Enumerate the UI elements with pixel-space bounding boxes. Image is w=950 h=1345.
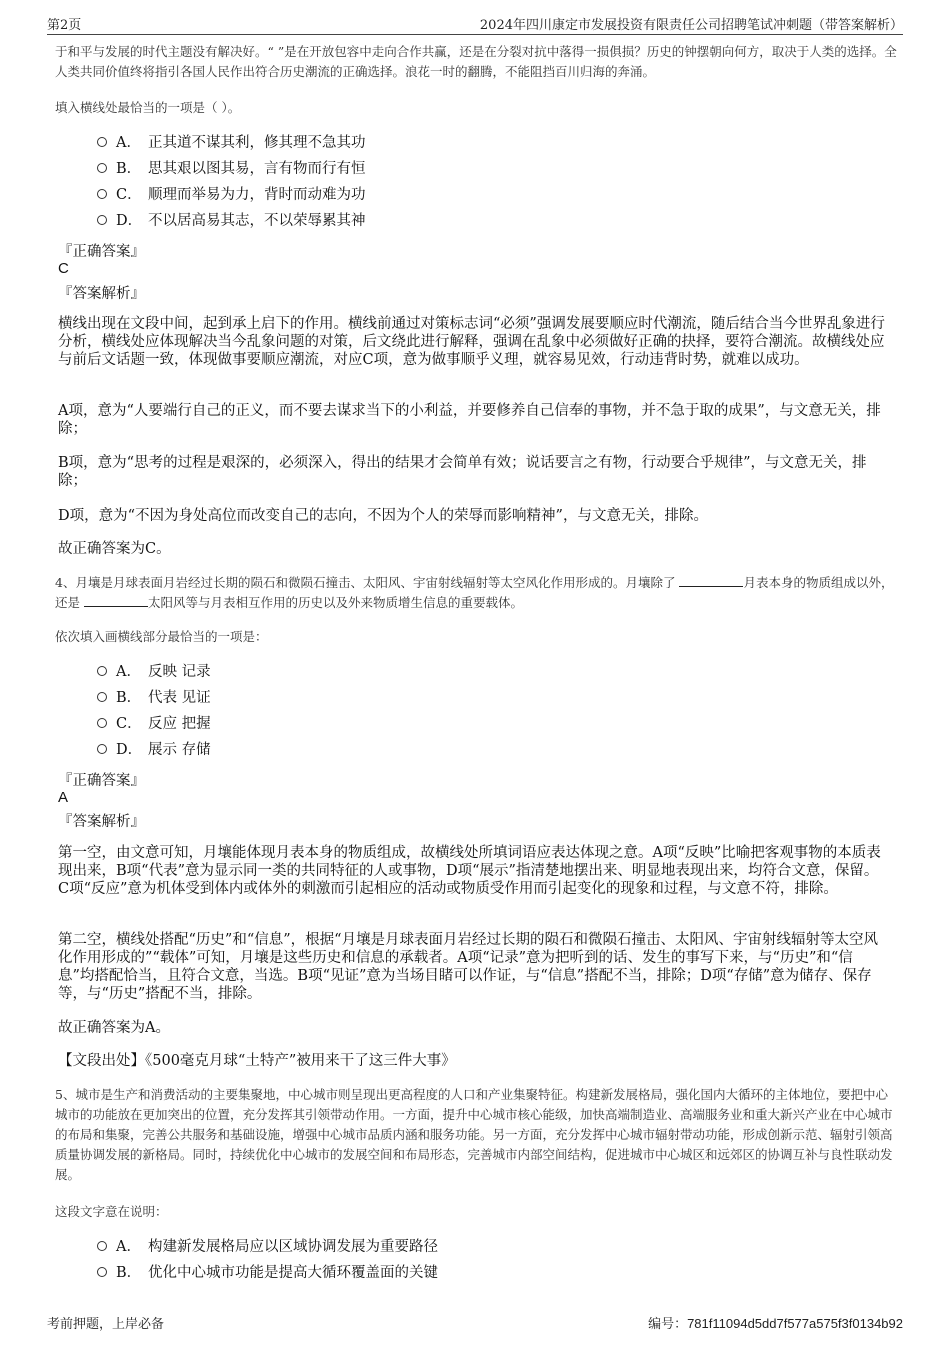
radio-icon[interactable] xyxy=(97,1267,107,1277)
page-number: 第2页 xyxy=(47,18,82,33)
q3-prompt: 填入横线处最恰当的一项是（ ）。 xyxy=(55,100,241,115)
q3-analysis-para-1: 横线出现在文段中间，起到承上启下的作用。横线前通过对策标志词“必须”强调发展要顺应时代潮流，随后结合当今世界乱象进行分析，横线处应体现解决当今乱象问题的对策，后文绕此进行解释，强调在乱象中必须做好正确的抉择，要符合潮流。故横线处应与前后文话题一致，体现做事要顺应潮流，对应C项，意为做事顺乎义理，就容易见效，行动违背时势，就难以成功。 xyxy=(58,316,885,368)
q3-analysis-para-4: D项，意为“不因为身处高位而改变自己的志向，不因为个人的荣辱而影响精神”，与文意无关，排除。 xyxy=(58,508,708,524)
q4-prompt: 依次填入画横线部分最恰当的一项是： xyxy=(55,629,268,644)
q3-answer-label: 『正确答案』 xyxy=(58,244,145,260)
q4-stem: 4、月壤是月球表面月岩经过长期的陨石和微陨石撞击、太阳风、宇宙射线辐射等太空风化作用形成的。月壤除了 月表本身的物质组成以外，还是 太阳风等与月表相互作用的历史以及外来物质增生信息的重要载体。 xyxy=(55,575,894,610)
q5-prompt: 这段文字意在说明： xyxy=(55,1204,168,1219)
q4-source: 【文段出处】《500毫克月球“土特产”被用来干了这三件大事》 xyxy=(58,1053,456,1069)
radio-icon[interactable] xyxy=(97,692,107,702)
fill-blank-1 xyxy=(679,574,743,587)
radio-icon[interactable] xyxy=(97,137,107,147)
q4-analysis-para-2: 第二空，横线处搭配“历史”和“信息”，根据“月壤是月球表面月岩经过长期的陨石和微陨石撞击、太阳风、宇宙射线辐射等太空风化作用形成的”“载体”可知，月壤是这些历史和信息的承载者。A项“记录”意为把听到的话、发生的事写下来，与“历史”和“信息”均搭配恰当，且符合文意，当选。B项“见证”意为当场目睹可以作证，与“信息”搭配不当，排除；D项“存储”意为储存、保存等，与“历史”搭配不当，排除。 xyxy=(58,932,879,1002)
q4-option-d[interactable]: D． 展示 存储 xyxy=(97,740,211,760)
radio-icon[interactable] xyxy=(97,666,107,676)
q5-stem: 5、城市是生产和消费活动的主要集聚地，中心城市则呈现出更高程度的人口和产业集聚特征。构建新发展格局，强化国内大循环的主体地位，要把中心城市的功能放在更加突出的位置，充分发挥其引领带动作用。一方面，提升中心城市核心能级，加快高端制造业、高端服务业和重大新兴产业在中心城市的布局和集聚，完善公共服务和基础设施，增强中心城市品质内涵和服务功能。另一方面，充分发挥中心城市辐射带动功能，形成创新示范、辐射引领高质量协调发展的新格局。同时，持续优化中心城市的发展空间和布局形态，完善城市内部空间结构，促进城市中心城区和远郊区的协调互补与良性联动发展。 xyxy=(55,1087,893,1182)
document-id: 编号：781f11094d5dd7f577a575f3f0134b92 xyxy=(648,1316,903,1332)
q5-option-a[interactable]: A． 构建新发展格局应以区域协调发展为重要路径 xyxy=(97,1237,438,1257)
q3-option-a[interactable]: A． 正其道不谋其利，修其理不急其功 xyxy=(97,133,366,153)
q4-conclusion: 故正确答案为A。 xyxy=(58,1020,170,1036)
q4-option-a[interactable]: A． 反映 记录 xyxy=(97,662,211,682)
q3-passage: 于和平与发展的时代主题没有解决好。“ ”是在开放包容中走向合作共赢，还是在分裂对抗中落得一损俱损？历史的钟摆朝向何方，取决于人类的选择。全人类共同价值终将指引各国人民作出符合历史潮流的正确选择。浪花一时的翻腾，不能阻挡百川归海的奔涌。 xyxy=(55,44,897,79)
radio-icon[interactable] xyxy=(97,744,107,754)
page-footer xyxy=(47,1313,903,1332)
q4-option-c[interactable]: C． 反应 把握 xyxy=(97,714,211,734)
q3-option-d[interactable]: D． 不以居高易其志，不以荣辱累其神 xyxy=(97,211,366,231)
radio-icon[interactable] xyxy=(97,718,107,728)
q4-analysis-para-1: 第一空，由文意可知，月壤能体现月表本身的物质组成，故横线处所填词语应表达体现之意。A项“反映”比喻把客观事物的本质表现出来，B项“代表”意为显示同一类的共同特征的人或事物，D项“展示”指清楚地摆出来、明显地表现出来，均符合文意，保留。C项“反应”意为机体受到体内或体外的刺激而引起相应的活动或物质受作用而引起变化的现象和过程，与文意不符，排除。 xyxy=(58,845,881,897)
q5-option-b[interactable]: B． 优化中心城市功能是提高大循环覆盖面的关键 xyxy=(97,1263,438,1283)
q3-answer: C xyxy=(58,260,69,277)
radio-icon[interactable] xyxy=(97,189,107,199)
q3-option-b[interactable]: B． 思其艰以图其易，言有物而行有恒 xyxy=(97,159,366,179)
q3-option-c[interactable]: C． 顺理而举易为力，背时而动难为功 xyxy=(97,185,366,205)
page-header xyxy=(47,12,903,35)
document-title: 2024年四川康定市发展投资有限责任公司招聘笔试冲刺题（带答案解析） xyxy=(479,18,903,33)
radio-icon[interactable] xyxy=(97,1241,107,1251)
q4-answer: A xyxy=(58,789,69,806)
q4-option-b[interactable]: B． 代表 见证 xyxy=(97,688,211,708)
q4-answer-label: 『正确答案』 xyxy=(58,773,145,789)
q3-analysis-para-3: B项，意为“思考的过程是艰深的，必须深入，得出的结果才会简单有效；说话要言之有物，行动要合乎规律”，与文意无关，排除； xyxy=(58,455,867,489)
footer-slogan: 考前押题，上岸必备 xyxy=(47,1317,165,1332)
q4-analysis-label: 『答案解析』 xyxy=(58,814,145,830)
q3-conclusion: 故正确答案为C。 xyxy=(58,541,171,557)
fill-blank-2 xyxy=(84,594,148,607)
q3-analysis-para-2: A项，意为“人要端行自己的正义，而不要去谋求当下的小利益，并要修养自己信奉的事物，并不急于取的成果”，与文意无关，排除； xyxy=(58,403,881,437)
q3-analysis-label: 『答案解析』 xyxy=(58,286,145,302)
radio-icon[interactable] xyxy=(97,163,107,173)
radio-icon[interactable] xyxy=(97,215,107,225)
